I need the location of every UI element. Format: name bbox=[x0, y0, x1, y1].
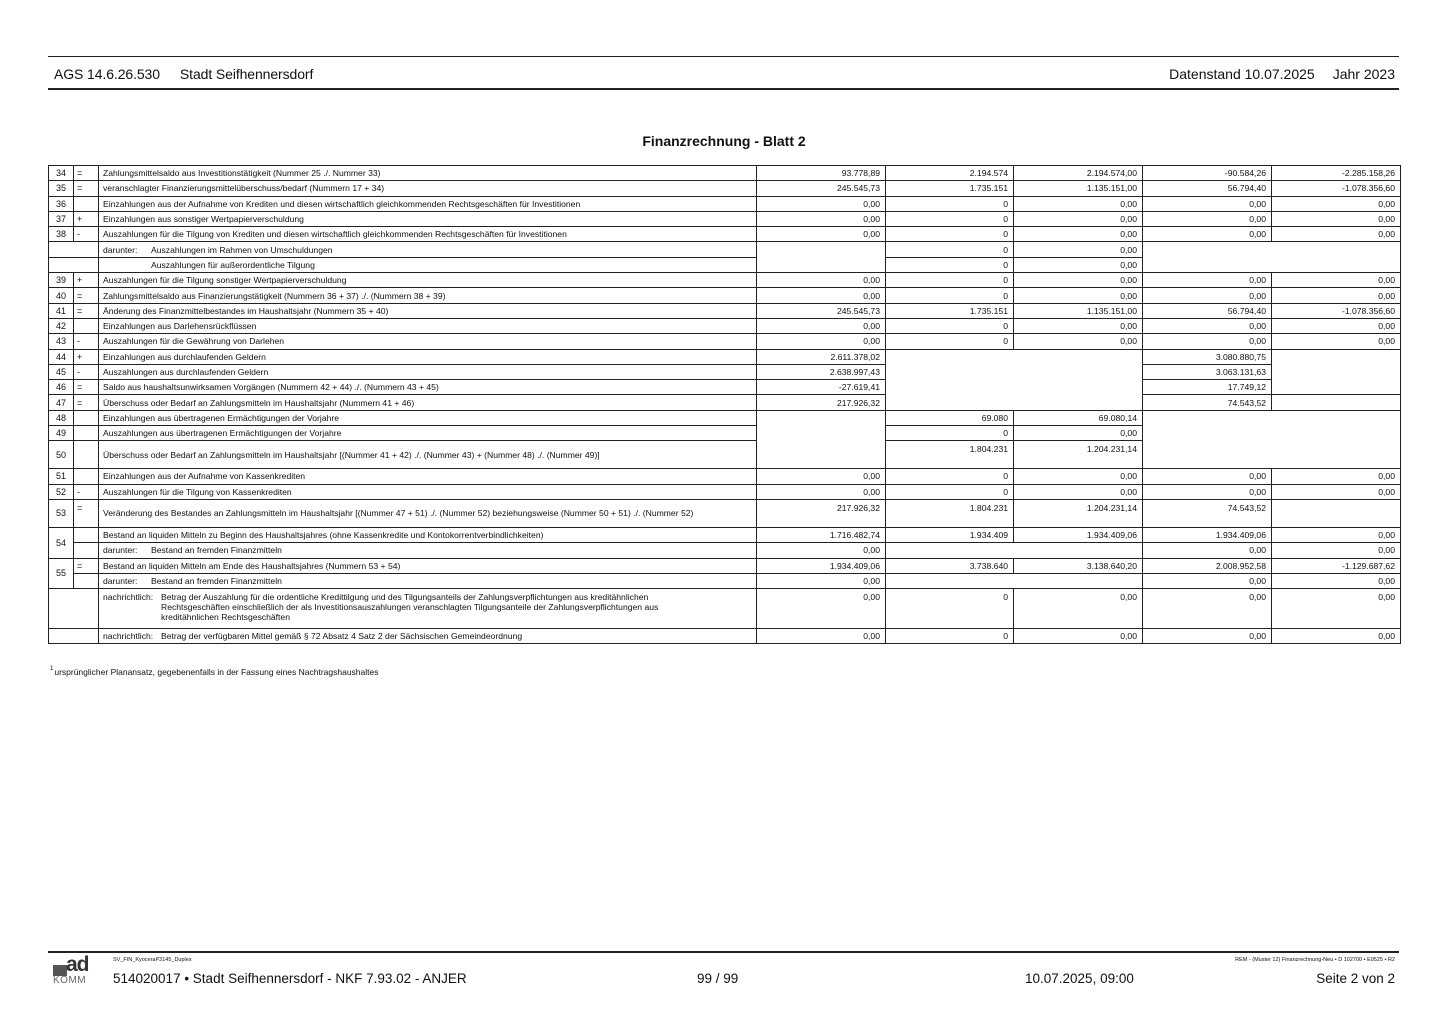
value-cell: 0,00 bbox=[1272, 273, 1401, 288]
value-cell: 0,00 bbox=[757, 469, 886, 484]
value-cell: 74.543,52 bbox=[1143, 499, 1272, 527]
value-cell: 0,00 bbox=[1272, 573, 1401, 588]
value-cell: 0,00 bbox=[757, 629, 886, 644]
value-cell: 0,00 bbox=[1272, 196, 1401, 211]
table-row-nachrichtlich-verfuegbare-mittel bbox=[49, 629, 1401, 644]
empty-cell bbox=[1272, 395, 1401, 410]
value-cell: 0,00 bbox=[1143, 288, 1272, 303]
table-row-41 bbox=[49, 303, 1401, 318]
footnote-text: ursprünglicher Planansatz, gegebenenfalls in der Fassung eines Nachtragshaushaltes bbox=[54, 667, 379, 677]
table-row-48 bbox=[49, 410, 1401, 425]
row-number: 50 bbox=[49, 441, 74, 469]
value-cell: 0 bbox=[886, 318, 1014, 333]
row-sign: = bbox=[74, 288, 99, 303]
value-cell: 0,00 bbox=[757, 573, 886, 588]
row-number: 46 bbox=[49, 380, 74, 395]
value-cell: 0,00 bbox=[1272, 629, 1401, 644]
value-cell: 217.926,32 bbox=[757, 395, 886, 410]
value-cell: -1.129.687,62 bbox=[1272, 558, 1401, 573]
row-number: 45 bbox=[49, 364, 74, 379]
value-cell: 0 bbox=[886, 629, 1014, 644]
value-cell: 0,00 bbox=[1014, 426, 1143, 441]
footer-source: 514020017 • Stadt Seifhennersdorf - NKF 7.93.02 - ANJER bbox=[113, 971, 467, 986]
table-row-40 bbox=[49, 288, 1401, 303]
value-cell: 0,00 bbox=[1143, 227, 1272, 242]
row-label: Änderung des Finanzmittelbestandes im Haushaltsjahr (Nummern 35 + 40) bbox=[99, 303, 757, 318]
table-row-54 bbox=[49, 527, 1401, 542]
value-cell: 0,00 bbox=[757, 589, 886, 629]
row-number: 34 bbox=[49, 166, 74, 181]
footnote-marker: 1 bbox=[50, 666, 54, 672]
value-cell: 0 bbox=[886, 589, 1014, 629]
value-cell: 0,00 bbox=[1143, 318, 1272, 333]
table-row-nachrichtlich-kredittilgung bbox=[49, 589, 1401, 629]
value-cell: 1.804.231 bbox=[886, 499, 1014, 527]
value-cell: 56.794,40 bbox=[1143, 303, 1272, 318]
value-cell: 0,00 bbox=[1272, 543, 1401, 558]
empty-cell bbox=[757, 242, 886, 273]
printer-name: SV_FIN_KyoceraP3145_Duplex bbox=[113, 957, 192, 963]
row-label-text: Auszahlungen im Rahmen von Umschuldungen bbox=[151, 244, 333, 255]
row-label: Einzahlungen aus der Aufnahme von Kassenkrediten bbox=[99, 469, 757, 484]
row-sign: + bbox=[74, 349, 99, 364]
value-cell: 245.545,73 bbox=[757, 303, 886, 318]
value-cell: 3.738.640 bbox=[886, 558, 1014, 573]
row-sign: - bbox=[74, 484, 99, 499]
empty-cell bbox=[1272, 499, 1401, 527]
form-identifier: REM - (Muster 12) Finanzrechnung-Neu • D 102700 • E9525 • R2 bbox=[1235, 957, 1395, 963]
row-prefix: nachrichtlich: bbox=[103, 631, 154, 642]
value-cell: 0,00 bbox=[1143, 543, 1272, 558]
value-cell: 0,00 bbox=[757, 196, 886, 211]
logo-ad-mark bbox=[53, 953, 105, 976]
row-number: 40 bbox=[49, 288, 74, 303]
value-cell: 0 bbox=[886, 227, 1014, 242]
row-label: Überschuss oder Bedarf an Zahlungsmitteln im Haushaltsjahr [(Nummer 41 + 42) ./. (Nummer 43) + (Nummer 48) ./. (Nummer 49)] bbox=[99, 441, 757, 469]
value-cell: 0,00 bbox=[1014, 334, 1143, 349]
value-cell: 2.638.997,43 bbox=[757, 364, 886, 379]
value-cell: 0 bbox=[886, 242, 1014, 257]
row-sign bbox=[74, 410, 99, 425]
row-sign: = bbox=[74, 380, 99, 395]
row-label: veranschlagter Finanzierungsmittelüberschuss/bedarf (Nummern 17 + 34) bbox=[99, 181, 757, 196]
row-label: Saldo aus haushaltsunwirksamen Vorgängen (Nummern 42 + 44) ./. (Nummern 43 + 45) bbox=[99, 380, 757, 395]
empty-cell bbox=[1143, 242, 1401, 273]
row-sign: = bbox=[74, 303, 99, 318]
row-label bbox=[99, 589, 757, 629]
value-cell: 0,00 bbox=[1014, 196, 1143, 211]
table-row-55-darunter bbox=[49, 573, 1401, 588]
print-datetime: 10.07.2025, 09:00 bbox=[1025, 971, 1134, 986]
row-label: Auszahlungen für die Tilgung von Kassenkrediten bbox=[99, 484, 757, 499]
table-row-39 bbox=[49, 273, 1401, 288]
value-cell: 0,00 bbox=[1014, 257, 1143, 272]
table-row-35 bbox=[49, 181, 1401, 196]
value-cell: -1.078.356,60 bbox=[1272, 303, 1401, 318]
row-label-text: Auszahlungen für außerordentliche Tilgung bbox=[151, 259, 315, 270]
row-prefix: darunter: bbox=[103, 575, 138, 586]
value-cell: 1.135.151,00 bbox=[1014, 303, 1143, 318]
value-cell: 0,00 bbox=[1272, 288, 1401, 303]
row-label: Einzahlungen aus durchlaufenden Geldern bbox=[99, 349, 757, 364]
value-cell: 0,00 bbox=[1143, 589, 1272, 629]
value-cell: 0,00 bbox=[1014, 227, 1143, 242]
row-number: 52 bbox=[49, 484, 74, 499]
row-label-text: Betrag der verfügbaren Mittel gemäß § 72 Absatz 4 Satz 2 der Sächsischen Gemeindeordnung bbox=[161, 631, 523, 642]
value-cell: 0,00 bbox=[1143, 573, 1272, 588]
value-cell: -27.619,41 bbox=[757, 380, 886, 395]
table-row-45 bbox=[49, 364, 1401, 379]
row-number: 41 bbox=[49, 303, 74, 318]
value-cell: 0,00 bbox=[757, 318, 886, 333]
row-label: Auszahlungen für die Tilgung sonstiger Wertpapierverschuldung bbox=[99, 273, 757, 288]
row-sign: - bbox=[74, 334, 99, 349]
value-cell: 1.716.482,74 bbox=[757, 527, 886, 542]
row-number: 38 bbox=[49, 227, 74, 242]
value-cell: 0,00 bbox=[1272, 589, 1401, 629]
row-sign bbox=[74, 527, 99, 542]
row-sign: - bbox=[74, 227, 99, 242]
value-cell: -90.584,26 bbox=[1143, 166, 1272, 181]
footer-rule bbox=[48, 951, 1399, 953]
row-number-empty bbox=[49, 242, 99, 257]
row-label: Veränderung des Bestandes an Zahlungsmitteln im Haushaltsjahr [(Nummer 47 + 51) ./. (Nummer 52) beziehungsweise (Nummer 50 + 51) ./. (Nummer 52) bbox=[99, 499, 757, 527]
row-number-empty bbox=[49, 629, 99, 644]
value-cell: 0,00 bbox=[1014, 484, 1143, 499]
row-sign: + bbox=[74, 273, 99, 288]
value-cell: 0,00 bbox=[1272, 211, 1401, 226]
empty-cell bbox=[757, 410, 886, 469]
table-row-43 bbox=[49, 334, 1401, 349]
value-cell: 3.138.640,20 bbox=[1014, 558, 1143, 573]
row-number: 53 bbox=[49, 499, 74, 527]
value-cell: 245.545,73 bbox=[757, 181, 886, 196]
value-cell: 2.611.378,02 bbox=[757, 349, 886, 364]
value-cell: 0,00 bbox=[757, 543, 886, 558]
table-row-38-darunter bbox=[49, 242, 1401, 257]
row-sign bbox=[74, 318, 99, 333]
logo-ad-text: ad bbox=[66, 953, 89, 976]
row-label bbox=[99, 257, 757, 272]
value-cell: 0,00 bbox=[757, 211, 886, 226]
row-number: 35 bbox=[49, 181, 74, 196]
row-label: Einzahlungen aus sonstiger Wertpapierverschuldung bbox=[99, 211, 757, 226]
page-title: Finanzrechnung - Blatt 2 bbox=[642, 133, 806, 149]
row-number-empty bbox=[49, 257, 99, 272]
row-label bbox=[99, 629, 757, 644]
value-cell: 1.934.409,06 bbox=[1143, 527, 1272, 542]
value-cell: -1.078.356,60 bbox=[1272, 181, 1401, 196]
value-cell: 0,00 bbox=[757, 227, 886, 242]
row-sign: - bbox=[74, 364, 99, 379]
row-number: 42 bbox=[49, 318, 74, 333]
row-number: 44 bbox=[49, 349, 74, 364]
value-cell: 1.934.409,06 bbox=[757, 558, 886, 573]
row-label bbox=[99, 573, 757, 588]
value-cell: 74.543,52 bbox=[1143, 395, 1272, 410]
row-label: Einzahlungen aus der Aufnahme von Krediten und diesen wirtschaftlich gleichkommenden Rechtsgeschäften für Investitionen bbox=[99, 196, 757, 211]
value-cell: -2.285.158,26 bbox=[1272, 166, 1401, 181]
table-row-51 bbox=[49, 469, 1401, 484]
adkomm-logo bbox=[53, 953, 105, 986]
row-prefix: nachrichtlich: bbox=[103, 592, 154, 603]
value-cell: 0 bbox=[886, 211, 1014, 226]
data-date: Datenstand 10.07.2025 bbox=[1169, 66, 1315, 82]
header-left bbox=[54, 66, 313, 82]
row-sign: = bbox=[74, 166, 99, 181]
value-cell: 0,00 bbox=[1272, 318, 1401, 333]
value-cell: 1.135.151,00 bbox=[1014, 181, 1143, 196]
value-cell: 0,00 bbox=[757, 334, 886, 349]
value-cell: 0,00 bbox=[1014, 318, 1143, 333]
row-label-text: Bestand an fremden Finanzmitteln bbox=[151, 545, 282, 556]
row-number: 51 bbox=[49, 469, 74, 484]
row-number: 37 bbox=[49, 211, 74, 226]
row-number: 55 bbox=[49, 558, 74, 589]
value-cell: 1.204.231,14 bbox=[1014, 499, 1143, 527]
value-cell: 1.804.231 bbox=[886, 441, 1014, 469]
value-cell: 1.204.231,14 bbox=[1014, 441, 1143, 469]
value-cell: 0,00 bbox=[1014, 629, 1143, 644]
row-number: 39 bbox=[49, 273, 74, 288]
row-number: 43 bbox=[49, 334, 74, 349]
value-cell: 0,00 bbox=[1272, 227, 1401, 242]
row-label: Einzahlungen aus übertragenen Ermächtigungen der Vorjahre bbox=[99, 410, 757, 425]
value-cell: 0,00 bbox=[1014, 469, 1143, 484]
fiscal-year: Jahr 2023 bbox=[1332, 66, 1395, 82]
table-row-55 bbox=[49, 558, 1401, 573]
value-cell: 0 bbox=[886, 426, 1014, 441]
row-label: Bestand an liquiden Mitteln zu Beginn des Haushaltsjahres (ohne Kassenkredite und Kontokorrentverbindlichkeiten) bbox=[99, 527, 757, 542]
value-cell: 0 bbox=[886, 196, 1014, 211]
value-cell: 0 bbox=[886, 334, 1014, 349]
value-cell: 0,00 bbox=[757, 273, 886, 288]
row-prefix: darunter: bbox=[103, 244, 138, 255]
row-sign bbox=[74, 426, 99, 441]
row-sign: = bbox=[74, 499, 99, 527]
row-sign bbox=[74, 543, 99, 558]
value-cell: 0,00 bbox=[1272, 334, 1401, 349]
table-row-52 bbox=[49, 484, 1401, 499]
row-label: Auszahlungen für die Gewährung von Darlehen bbox=[99, 334, 757, 349]
row-label-text: Bestand an fremden Finanzmitteln bbox=[151, 575, 282, 586]
value-cell: 0,00 bbox=[1014, 288, 1143, 303]
value-cell: 1.934.409 bbox=[886, 527, 1014, 542]
table-row-44 bbox=[49, 349, 1401, 364]
value-cell: 0,00 bbox=[1014, 242, 1143, 257]
row-number: 49 bbox=[49, 426, 74, 441]
row-label: Auszahlungen für die Tilgung von Krediten und diesen wirtschaftlich gleichkommenden Rechtsgeschäften für Investitionen bbox=[99, 227, 757, 242]
value-cell: 0,00 bbox=[1143, 629, 1272, 644]
empty-cell bbox=[886, 573, 1143, 588]
row-sign bbox=[74, 573, 99, 588]
value-cell: 0,00 bbox=[1143, 273, 1272, 288]
footnote bbox=[50, 667, 379, 677]
value-cell: 17.749,12 bbox=[1143, 380, 1272, 395]
value-cell: 0,00 bbox=[1014, 273, 1143, 288]
value-cell: 0,00 bbox=[1143, 484, 1272, 499]
finance-table bbox=[48, 165, 1401, 644]
value-cell: 1.735.151 bbox=[886, 303, 1014, 318]
row-number: 48 bbox=[49, 410, 74, 425]
row-label: Überschuss oder Bedarf an Zahlungsmitteln im Haushaltsjahr (Nummern 41 + 46) bbox=[99, 395, 757, 410]
empty-cell bbox=[1143, 410, 1401, 469]
table-row-42 bbox=[49, 318, 1401, 333]
value-cell: 0,00 bbox=[1143, 469, 1272, 484]
value-cell: 3.063.131,63 bbox=[1143, 364, 1272, 379]
table-row-47 bbox=[49, 395, 1401, 410]
row-label: Auszahlungen aus übertragenen Ermächtigungen der Vorjahre bbox=[99, 426, 757, 441]
municipality-name: Stadt Seifhennersdorf bbox=[179, 66, 314, 82]
row-number: 47 bbox=[49, 395, 74, 410]
row-number: 36 bbox=[49, 196, 74, 211]
row-label bbox=[99, 242, 757, 257]
row-label: Zahlungsmittelsaldo aus Investitionstätigkeit (Nummer 25 ./. Nummer 33) bbox=[99, 166, 757, 181]
page-number: Seite 2 von 2 bbox=[1316, 971, 1395, 986]
value-cell: 0 bbox=[886, 257, 1014, 272]
table-row-34 bbox=[49, 166, 1401, 181]
row-label: Einzahlungen aus Darlehensrückflüssen bbox=[99, 318, 757, 333]
value-cell: 0,00 bbox=[1272, 527, 1401, 542]
value-cell: 1.934.409,06 bbox=[1014, 527, 1143, 542]
value-cell: 93.778,89 bbox=[757, 166, 886, 181]
row-sign: = bbox=[74, 181, 99, 196]
value-cell: 56.794,40 bbox=[1143, 181, 1272, 196]
table-row-46 bbox=[49, 380, 1401, 395]
row-label: Auszahlungen aus durchlaufenden Geldern bbox=[99, 364, 757, 379]
value-cell: 217.926,32 bbox=[757, 499, 886, 527]
value-cell: 1.735.151 bbox=[886, 181, 1014, 196]
row-sign bbox=[74, 196, 99, 211]
value-cell: 0 bbox=[886, 288, 1014, 303]
row-number-empty bbox=[49, 589, 99, 629]
row-sign: = bbox=[74, 395, 99, 410]
table-row-37 bbox=[49, 211, 1401, 226]
value-cell: 0 bbox=[886, 273, 1014, 288]
value-cell: 2.194.574 bbox=[886, 166, 1014, 181]
row-label-text: Betrag der Auszahlung für die ordentliche Kredittilgung und des Tilgungsanteils der Zahlungsverpflichtungen aus kreditähnlichen Rechtsgeschäften einschließlich der als Investitionsauszahlungen veranschlagten Tilgungsanteile der Zahlungsverpflichtungen aus kreditähnlichen Rechtsgeschäften bbox=[161, 592, 659, 623]
value-cell: 0,00 bbox=[1014, 211, 1143, 226]
value-cell: 0,00 bbox=[1143, 211, 1272, 226]
row-label: Zahlungsmittelsaldo aus Finanzierungstätigkeit (Nummern 36 + 37) ./. (Nummern 38 + 39) bbox=[99, 288, 757, 303]
value-cell: 0,00 bbox=[1143, 196, 1272, 211]
value-cell: 0,00 bbox=[1014, 589, 1143, 629]
value-cell: 2.008.952,58 bbox=[1143, 558, 1272, 573]
value-cell: 0,00 bbox=[1143, 334, 1272, 349]
value-cell: 3.080.880,75 bbox=[1143, 349, 1272, 364]
row-number: 54 bbox=[49, 527, 74, 558]
value-cell: 2.194.574,00 bbox=[1014, 166, 1143, 181]
empty-cell bbox=[886, 543, 1143, 558]
table-row-54-darunter bbox=[49, 543, 1401, 558]
header-right bbox=[1169, 66, 1395, 82]
page-counter: 99 / 99 bbox=[697, 971, 739, 986]
value-cell: 69.080,14 bbox=[1014, 410, 1143, 425]
row-sign bbox=[74, 469, 99, 484]
row-sign: = bbox=[74, 558, 99, 573]
header-rule-bottom bbox=[48, 88, 1399, 90]
row-sign bbox=[74, 441, 99, 469]
value-cell: 0 bbox=[886, 469, 1014, 484]
empty-cell bbox=[1272, 349, 1401, 395]
header-rule-top bbox=[48, 56, 1399, 57]
value-cell: 69.080 bbox=[886, 410, 1014, 425]
row-sign: + bbox=[74, 211, 99, 226]
value-cell: 0,00 bbox=[757, 484, 886, 499]
value-cell: 0 bbox=[886, 484, 1014, 499]
value-cell: 0,00 bbox=[757, 288, 886, 303]
value-cell: 0,00 bbox=[1272, 469, 1401, 484]
table-row-53 bbox=[49, 499, 1401, 527]
table-row-38 bbox=[49, 227, 1401, 242]
ags-code: AGS 14.6.26.530 bbox=[54, 66, 160, 82]
empty-cell bbox=[886, 349, 1143, 410]
table-row-36 bbox=[49, 196, 1401, 211]
logo-komm-text: KOMM bbox=[53, 975, 87, 986]
row-prefix: darunter: bbox=[103, 545, 138, 556]
value-cell: 0,00 bbox=[1272, 484, 1401, 499]
row-label bbox=[99, 543, 757, 558]
row-label: Bestand an liquiden Mitteln am Ende des Haushaltsjahres (Nummern 53 + 54) bbox=[99, 558, 757, 573]
